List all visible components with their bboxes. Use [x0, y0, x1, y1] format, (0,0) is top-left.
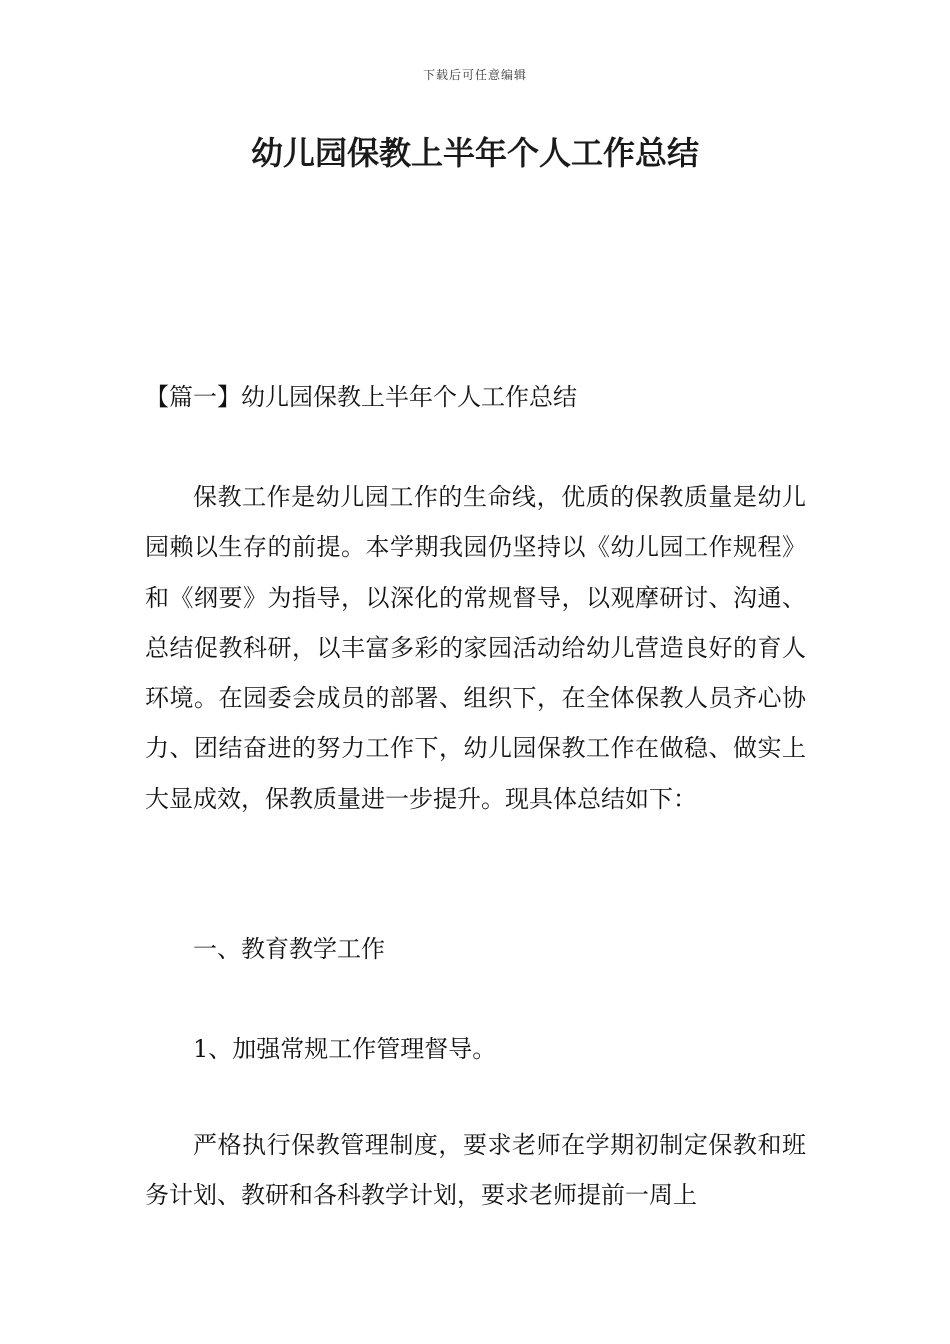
- document-title: 幼儿园保教上半年个人工作总结: [250, 134, 699, 172]
- body-paragraph: 严格执行保教管理制度，要求老师在学期初制定保教和班务计划、教研和各科教学计划，要求老师提前一周上: [145, 1131, 806, 1210]
- header-note: 下载后可任意编辑: [422, 68, 527, 82]
- section-heading: 【篇一】幼儿园保教上半年个人工作总结: [145, 383, 577, 411]
- subheading-routine-management: 1、加强常规工作管理督导。: [193, 1035, 497, 1063]
- subheading-education: 一、教育教学工作: [193, 935, 385, 963]
- intro-paragraph: 保教工作是幼儿园工作的生命线，优质的保教质量是幼儿园赖以生存的前提。本学期我园仍坚持以《幼儿园工作规程》和《纲要》为指导，以深化的常规督导，以观摩研讨、沟通、总结促教科研，以丰富多彩的家园活动给幼儿营造良好的育人环境。在园委会成员的部署、组织下，在全体保教人员齐心协力、团结奋进的努力工作下，幼儿园保教工作在做稳、做实上大显成效，保教质量进一步提升。现具体总结如下：: [145, 483, 806, 813]
